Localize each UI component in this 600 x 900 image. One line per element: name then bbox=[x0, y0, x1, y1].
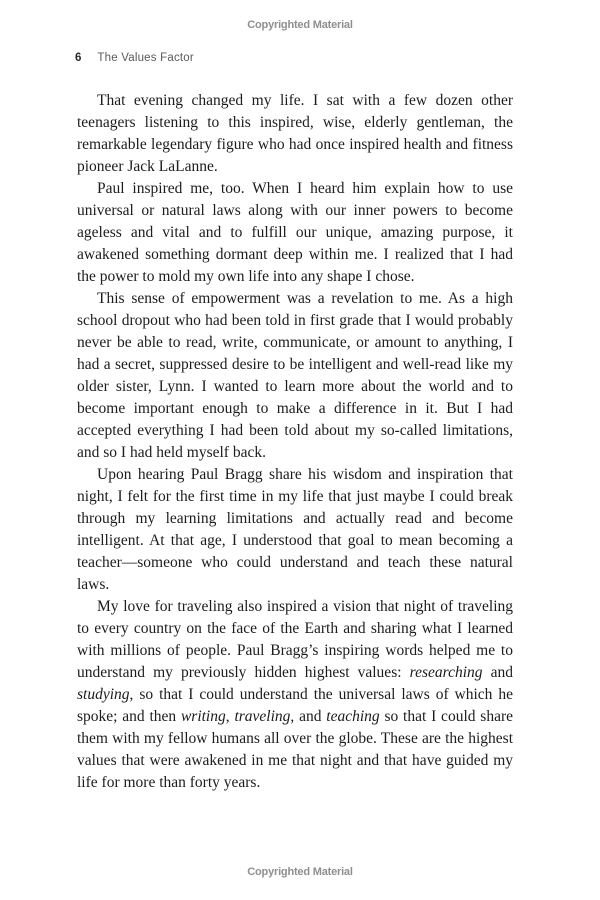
paragraph bbox=[77, 288, 513, 464]
text-run: , and bbox=[290, 708, 327, 725]
paragraph bbox=[77, 596, 513, 794]
copyright-notice-bottom: Copyrighted Material bbox=[247, 866, 353, 878]
paragraph bbox=[77, 178, 513, 288]
paragraph bbox=[77, 464, 513, 596]
text-run: so that I could share them with my fellow humans all over the globe. These are the highest values that were awakened in me that night and that have guided my life for more than forty years. bbox=[77, 708, 514, 791]
paragraph bbox=[77, 90, 513, 178]
running-header bbox=[75, 52, 194, 64]
text-run: Paul inspired me, too. When I heard him explain how to use universal or natural laws along with our inner powers to become ageless and vital and to fulfill our unique, amazing purpose, it awakened something dormant deep within me. I realized that I had the power to mold my own life into any shape I chose. bbox=[77, 180, 513, 285]
text-run: and bbox=[482, 664, 513, 681]
text-run: Upon hearing Paul Bragg share his wisdom and inspiration that night, I felt for the first time in my life that just maybe I could break through my learning limitations and actually read and become intelligent. At that age, I understood that goal to mean becoming a teacher—someone who could understand and teach these natural laws. bbox=[77, 466, 513, 593]
italic-text-run: studying bbox=[77, 686, 130, 703]
italic-text-run: writing bbox=[180, 708, 226, 725]
text-run: , bbox=[225, 708, 235, 725]
italic-text-run: researching bbox=[409, 664, 483, 681]
page-body bbox=[77, 90, 513, 794]
italic-text-run: teaching bbox=[326, 708, 380, 725]
italic-text-run: traveling bbox=[234, 708, 291, 725]
text-run: This sense of empowerment was a revelation to me. As a high school dropout who had been told in first grade that I would probably never be able to read, write, communicate, or amount to anything, I had a secret, suppressed desire to be intelligent and well-read like my older sister, Lynn. I wanted to learn more about the world and to become important enough to make a difference in it. But I had accepted everything I had been told about my so-called limitations, and so I had held myself back. bbox=[77, 290, 513, 461]
book-title: The Values Factor bbox=[97, 52, 194, 64]
text-run: My love for traveling also inspired a vision that night of traveling to every country on the face of the Earth and sharing what I learned with millions of people. Paul Bragg’s inspiring words helped me to understand my previously hidden highest values: bbox=[77, 598, 513, 681]
text-run: , so that I could understand the universal laws of which he spoke; and then bbox=[77, 686, 513, 725]
text-run: That evening changed my life. I sat with a few dozen other teenagers listening to this inspired, wise, elderly gentleman, the remarkable legendary figure who had once inspired health and fitness pioneer Jack LaLanne. bbox=[77, 92, 513, 175]
copyright-notice-top: Copyrighted Material bbox=[247, 19, 353, 31]
page-number: 6 bbox=[75, 52, 82, 64]
